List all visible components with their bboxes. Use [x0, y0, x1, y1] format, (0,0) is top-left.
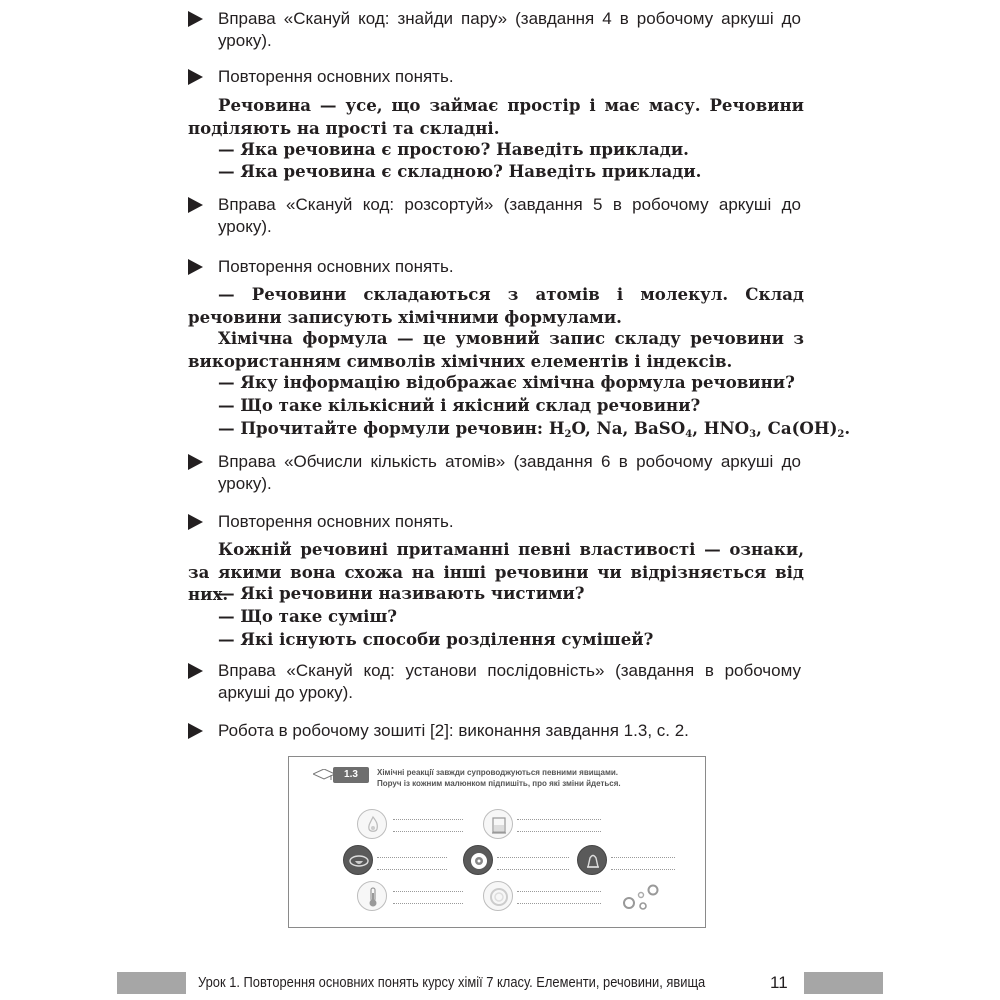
answer-line — [393, 819, 463, 820]
answer-line — [393, 903, 463, 904]
chemical-formula: $H_2O$ — [548, 418, 585, 440]
formula-list: $H_2O$, Na, BaSO$_4$, $HNO_3$, $Ca(OH)_2$ — [548, 418, 845, 440]
task-instructions-line: Поруч із кожним малюнком підпишіть, про які зміни йдеться. — [377, 779, 621, 788]
answer-line — [497, 869, 569, 870]
answer-line — [393, 891, 463, 892]
bullet-text: Робота в робочому зошиті [2]: виконання завдання 1.3, с. 2. — [218, 721, 689, 740]
task-instructions — [377, 767, 697, 789]
question-mixture: — Що таке суміш? — [218, 606, 398, 626]
workbook-figure — [288, 756, 706, 928]
question-separation: — Які існують способи розділення сумішей? — [218, 629, 654, 649]
workbook-task — [188, 720, 801, 742]
answer-line — [517, 819, 601, 820]
exercise-sort — [188, 194, 801, 238]
question-formula-info: — Яку інформацію відображає хімічна формула речовини? — [218, 372, 795, 392]
answer-line — [377, 869, 447, 870]
chemical-formula: Na — [596, 418, 623, 438]
answer-line — [497, 857, 569, 858]
bullet-text: Повторення основних понять. — [218, 257, 454, 276]
question-complex: — Яка речовина є складною? Наведіть приклади. — [218, 161, 702, 181]
bullet-text: Вправа «Скануй код: установи послідовність» (завдання в робочому аркуші до уроку). — [218, 661, 801, 702]
footer-bar-left — [117, 972, 186, 994]
bullet-triangle-icon — [188, 11, 203, 27]
question-prefix: — Прочитайте формули речовин: — [218, 418, 549, 438]
bullet-text: Вправа «Скануй код: розсортуй» (завдання 5 в робочому аркуші до уроку). — [218, 195, 801, 236]
answer-line — [517, 891, 601, 892]
bullet-text: Повторення основних понять. — [218, 67, 454, 86]
chemical-formula: BaSO$_4$ — [634, 418, 693, 440]
disc-icon — [463, 845, 493, 875]
bullet-text: Повторення основних понять. — [218, 512, 454, 531]
flame-icon — [357, 809, 387, 839]
paragraph-formula-definition: Хімічна формула — це умовний запис складу речовини з використанням символів хімічних елементів і індексів. — [188, 328, 804, 371]
bullet-triangle-icon — [188, 514, 203, 530]
chemical-formula: $Ca(OH)_2$ — [767, 418, 845, 440]
page-number: 11 — [770, 973, 788, 992]
bullet-text: Вправа «Обчисли кількість атомів» (завдання 6 в робочому аркуші до уроку). — [218, 452, 801, 493]
question-simple: — Яка речовина є простою? Наведіть приклади. — [218, 139, 689, 159]
bullet-triangle-icon — [188, 454, 203, 470]
answer-line — [517, 831, 601, 832]
paragraph-atoms: — Речовини складаються з атомів і молекул. Склад речовини записують хімічними формулами. — [188, 284, 804, 327]
bullet-triangle-icon — [188, 69, 203, 85]
review-concepts-2 — [188, 256, 801, 278]
exercise-find-pair — [188, 8, 801, 52]
footer-bar-right — [804, 972, 883, 994]
bullet-triangle-icon — [188, 259, 203, 275]
task-number-badge: 1.3 — [333, 767, 369, 783]
answer-line — [611, 869, 675, 870]
bell-icon — [577, 845, 607, 875]
question-end: . — [844, 418, 851, 438]
question-composition: — Що таке кількісний і якісний склад речовини? — [218, 395, 701, 415]
circle-icon — [483, 881, 513, 911]
answer-line — [611, 857, 675, 858]
answer-line — [393, 831, 463, 832]
review-concepts-3 — [188, 511, 801, 533]
thermometer-icon — [357, 881, 387, 911]
bullet-triangle-icon — [188, 663, 203, 679]
tongue-icon — [343, 845, 373, 875]
paragraph-properties: Кожній речовині притаманні певні властивості — ознаки, за якими вона схожа на інші речовини чи відрізняється від них. — [188, 539, 804, 605]
graduation-cap-icon — [313, 769, 335, 781]
paragraph-substance: Речовина — усе, що займає простір і має масу. Речовини поділяють на прості та складні. — [188, 95, 804, 138]
chemical-formula: $HNO_3$ — [703, 418, 757, 440]
bullet-triangle-icon — [188, 197, 203, 213]
glass-icon — [483, 809, 513, 839]
answer-line — [377, 857, 447, 858]
bubbles-icon — [621, 879, 677, 915]
review-concepts-1 — [188, 66, 801, 88]
question-pure: — Які речовини називають чистими? — [218, 583, 585, 603]
task-instructions-line: Хімічні реакції завжди супроводжуються певними явищами. — [377, 768, 619, 777]
question-read-formulas — [218, 417, 850, 447]
answer-line — [517, 903, 601, 904]
bullet-text: Вправа «Скануй код: знайди пару» (завдання 4 в робочому аркуші до уроку). — [218, 9, 801, 50]
exercise-sequence — [188, 660, 801, 704]
exercise-count-atoms — [188, 451, 801, 495]
bullet-triangle-icon — [188, 723, 203, 739]
footer-running-title: Урок 1. Повторення основних понять курсу хімії 7 класу. Елементи, речовини, явища — [198, 974, 706, 991]
